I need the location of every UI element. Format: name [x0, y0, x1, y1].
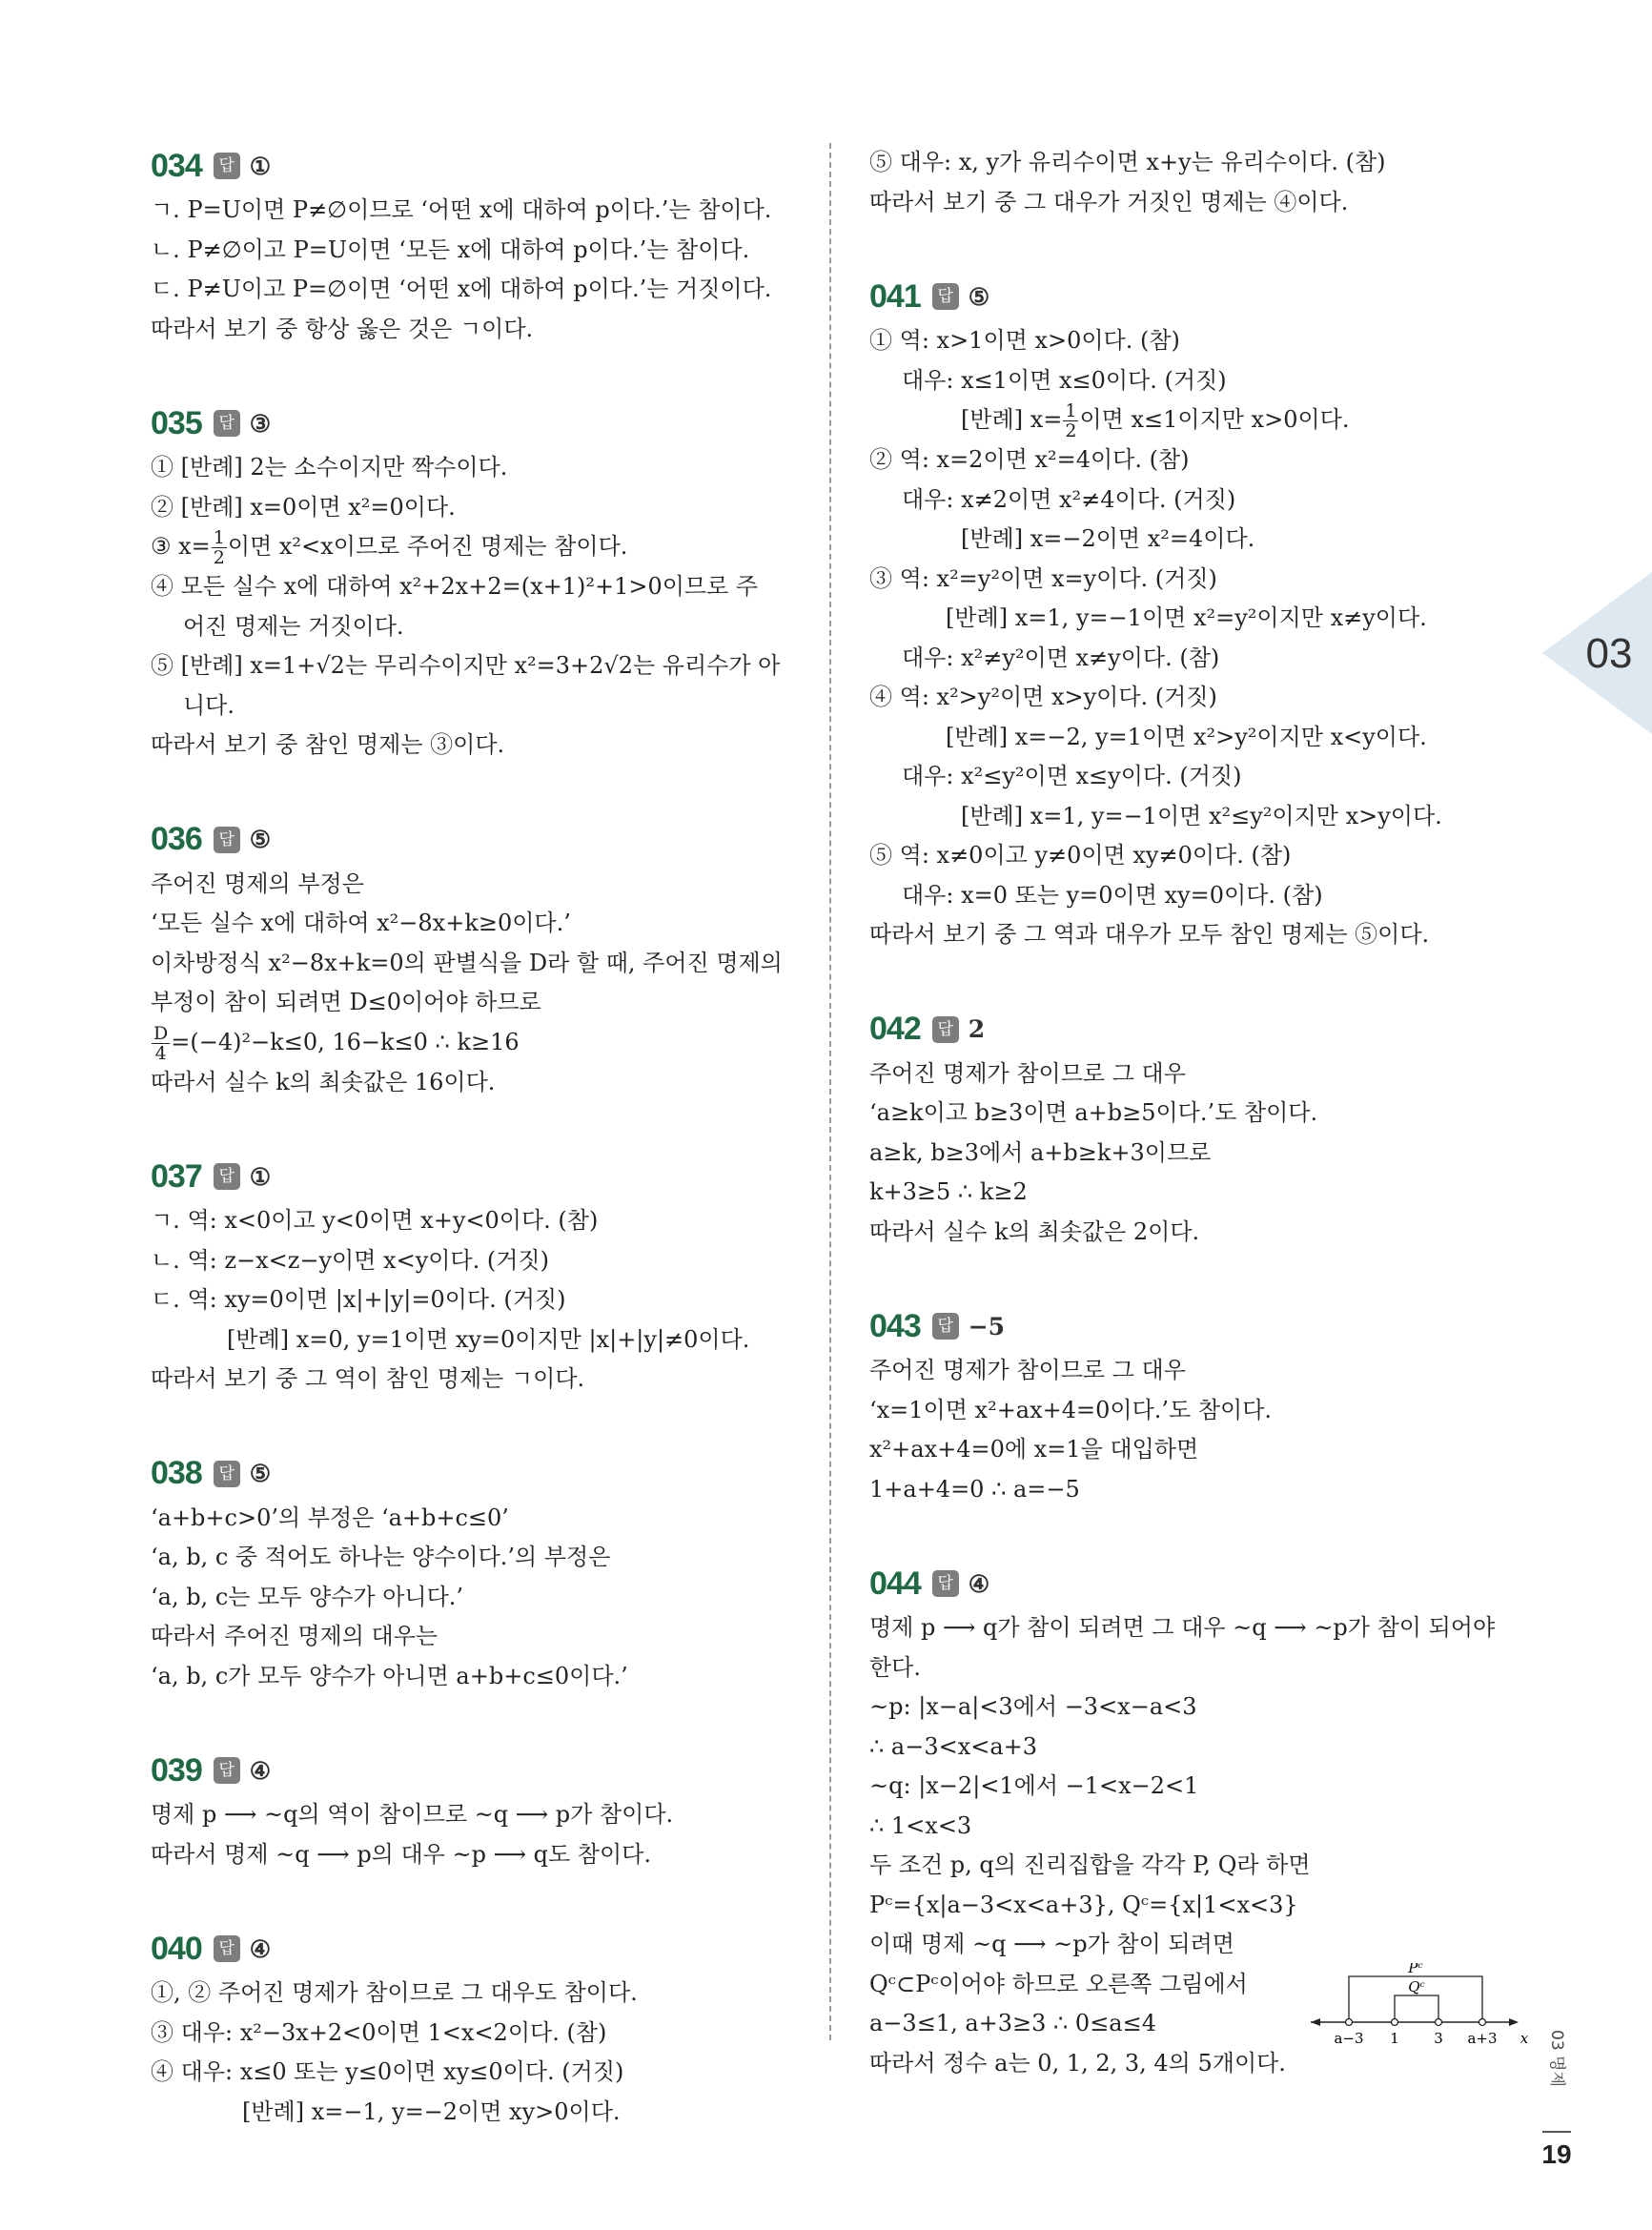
problem-044: [869, 1561, 1537, 2083]
side-chapter-label: [1542, 2026, 1571, 2126]
answer-value: ⑤: [249, 1460, 272, 1487]
line-text: ㄱ. P=U이면 P≠∅이므로 ‘어떤 x에 대하여 p이다.’는 참이다.: [151, 196, 772, 223]
line-text: [반례] x=1, y=−1이면 x²=y²이지만 x≠y이다.: [946, 604, 1427, 631]
text-line: [151, 2053, 799, 2093]
open-endpoint: [1345, 2019, 1352, 2026]
problem-number: 035: [151, 404, 202, 441]
page-number: 19: [1541, 2139, 1572, 2169]
line-text: 이차방정식 x²−8x+k=0의 판별식을 D라 할 때, 주어진 명제의: [151, 949, 783, 976]
line-text: 대우: x²≠y²이면 x≠y이다. (참): [902, 644, 1220, 671]
problem-header: [151, 1926, 799, 1972]
figure-row: [869, 1925, 1537, 2083]
text-line: [151, 1657, 799, 1697]
line-text: ① 역: x>1이면 x>0이다. (참): [869, 327, 1180, 354]
text-line: [151, 270, 799, 310]
text-line: [151, 646, 799, 686]
text-line: [869, 678, 1537, 718]
line-text: 이때 명제 ~q ⟶ ~p가 참이 되려면: [869, 1931, 1234, 1957]
problem-number: 042: [869, 1011, 921, 1047]
problem-header: [151, 1154, 799, 1199]
text-line: [869, 915, 1537, 955]
text-line: [869, 183, 1537, 223]
text-line: [869, 1430, 1537, 1470]
line-text: [반례] x=0, y=1이면 xy=0이지만 |x|+|y|≠0이다.: [227, 1325, 750, 1353]
problem-037: [151, 1154, 799, 1400]
open-endpoint: [1391, 2019, 1397, 2026]
text-line: [869, 321, 1537, 361]
problem-header: [869, 1007, 1537, 1053]
line-text: ㄷ. 역: xy=0이면 |x|+|y|=0이다. (거짓): [151, 1286, 566, 1313]
text-line: [151, 488, 799, 528]
fraction: [212, 528, 227, 567]
text-line: [151, 1974, 799, 2014]
line-text: ① [반례] 2는 소수이지만 짝수이다.: [151, 454, 508, 481]
text-line: [869, 1688, 1537, 1728]
left-column: [151, 143, 799, 2183]
text-line: [869, 1608, 1537, 1648]
text-line: [869, 2004, 1286, 2044]
answer-value: ⑤: [968, 282, 990, 311]
text-line: [151, 686, 799, 726]
problem-number: 041: [869, 277, 921, 315]
line-text: ‘a, b, c 중 적어도 하나는 양수이다.’의 부정은: [151, 1544, 611, 1570]
text-line: [151, 2014, 799, 2054]
text-line: [869, 1925, 1286, 1965]
answer-value: −5: [968, 1312, 1006, 1340]
answer-value: ④: [249, 1756, 272, 1785]
text-line: [151, 2093, 799, 2133]
problem-header: [151, 1451, 799, 1497]
problem-number: 040: [151, 1930, 202, 1967]
text-line: [151, 1320, 799, 1361]
text-line: [869, 520, 1537, 560]
text-line: [151, 310, 799, 350]
axis-variable-label: x: [1519, 2030, 1529, 2047]
text-line: [869, 1213, 1537, 1253]
line-text: 명제 p ⟶ ~q의 역이 참이므로 ~q ⟶ p가 참이다.: [151, 1801, 674, 1828]
answer-value: ⑤: [249, 826, 272, 853]
text-line: [869, 718, 1537, 758]
text-line: [151, 607, 799, 647]
answer-value: ④: [968, 1569, 990, 1598]
line-text: ③ x=: [151, 533, 211, 560]
line-text: 따라서 보기 중 참인 명제는 ③이다.: [151, 731, 505, 758]
line-text: 따라서 주어진 명제의 대우는: [151, 1623, 438, 1649]
line-text-cont: =(−4)²−k≤0, 16−k≤0 ∴ k≥16: [171, 1028, 520, 1055]
problem-number: 039: [151, 1751, 202, 1789]
text-line: [151, 1499, 799, 1539]
fraction-numerator: 1: [213, 527, 225, 548]
line-text: ①, ② 주어진 명제가 참이므로 그 대우도 참이다.: [151, 1979, 638, 2006]
text-line: [151, 1280, 799, 1320]
line-text: ④ 역: x²>y²이면 x>y이다. (거짓): [869, 684, 1217, 710]
qc-label: Qᶜ: [1408, 1978, 1425, 1995]
line-text: 따라서 보기 중 그 대우가 거짓인 명제는 ④이다.: [869, 188, 1349, 215]
problem-header: [869, 274, 1537, 319]
answer-value: 2: [968, 1015, 986, 1043]
text-line: [869, 481, 1537, 521]
text-line: [151, 726, 799, 766]
text-line: [151, 983, 799, 1023]
fraction-denominator: 4: [154, 1042, 167, 1064]
text-line: [151, 865, 799, 905]
problem-header: [151, 400, 799, 446]
problem-header: [869, 1561, 1537, 1606]
text-line: [869, 1648, 1537, 1688]
side-chapter-text: 03 명제: [1547, 2030, 1566, 2087]
continued-block: [869, 143, 1537, 222]
problem-035: [151, 400, 799, 766]
problem-number: 043: [869, 1307, 921, 1344]
line-text: 대우: x≠2이면 x²≠4이다. (거짓): [902, 485, 1236, 513]
problem-036: [151, 817, 799, 1103]
line-text: 따라서 실수 k의 최솟값은 2이다.: [869, 1217, 1200, 1245]
problem-038: [151, 1451, 799, 1697]
problem-040: [151, 1926, 799, 2132]
text-line: [869, 1351, 1537, 1391]
line-text-cont: 이면 x≤1이지만 x>0이다.: [1079, 406, 1350, 433]
problem-number: 037: [151, 1157, 202, 1195]
fraction-denominator: 2: [213, 547, 225, 568]
line-text: ㄱ. 역: x<0이고 y<0이면 x+y<0이다. (참): [151, 1207, 599, 1234]
text-line: [151, 527, 799, 567]
line-text: 따라서 보기 중 그 역과 대우가 모두 참인 명제는 ⑤이다.: [869, 921, 1430, 948]
chapter-tab-label: 03: [1585, 630, 1633, 677]
line-text: ‘a, b, c는 모두 양수가 아니다.’: [151, 1583, 464, 1610]
text-line: [869, 639, 1537, 679]
answer-value: ④: [249, 1934, 272, 1963]
answer-badge: 답: [214, 153, 240, 179]
tick-label: a+3: [1467, 2030, 1498, 2047]
text-line: [869, 143, 1537, 183]
text-line: [151, 1360, 799, 1400]
line-text: a−3≤1, a+3≥3 ∴ 0≤a≤4: [869, 2010, 1156, 2036]
line-text: ㄴ. 역: z−x<z−y이면 x<y이다. (거짓): [151, 1246, 549, 1274]
line-text: 대우: x=0 또는 y=0이면 xy=0이다. (참): [902, 881, 1323, 909]
fraction-numerator: D: [153, 1022, 169, 1044]
line-text: ② [반례] x=0이면 x²=0이다.: [151, 493, 456, 521]
line-text: Qᶜ⊂Pᶜ이어야 하므로 오른쪽 그림에서: [869, 1970, 1248, 1997]
line-text: [반례] x=−1, y=−2이면 xy>0이다.: [242, 2097, 621, 2125]
problem-header: [869, 1303, 1537, 1349]
text-line: [869, 757, 1537, 797]
line-text: ⑤ 역: x≠0이고 y≠0이면 xy≠0이다. (참): [869, 842, 1292, 869]
line-text: ② 역: x=2이면 x²=4이다. (참): [869, 446, 1190, 473]
fraction-numerator: 1: [1065, 400, 1077, 421]
column-divider: [829, 143, 831, 2040]
line-text: 주어진 명제의 부정은: [151, 869, 364, 897]
text-line: [151, 231, 799, 271]
line-text: 대우: x≤1이면 x≤0이다. (거짓): [902, 366, 1227, 394]
text-line: [869, 560, 1537, 600]
fraction: [152, 1024, 170, 1063]
line-text: Pᶜ={x|a−3<x<a+3}, Qᶜ={x|1<x<3}: [869, 1891, 1298, 1918]
tick-label: 1: [1390, 2030, 1399, 2047]
text-line: [869, 836, 1537, 876]
text-line: [869, 1391, 1537, 1431]
line-text: [반례] x=−2이면 x²=4이다.: [961, 525, 1255, 552]
answer-badge: 답: [932, 1570, 959, 1597]
text-line: [151, 1835, 799, 1875]
text-line: [869, 361, 1537, 401]
text-line: [869, 2044, 1286, 2084]
answer-badge: 답: [214, 410, 240, 437]
tick-label: a−3: [1334, 2030, 1364, 2047]
answer-badge: 답: [214, 1935, 240, 1962]
text-line: [151, 1578, 799, 1618]
fraction: [1063, 401, 1078, 440]
open-endpoint: [1479, 2019, 1485, 2026]
line-text: 부정이 참이 되려면 D≤0이어야 하므로: [151, 989, 541, 1015]
problem-042: [869, 1007, 1537, 1253]
line-text: ‘x=1이면 x²+ax+4=0이다.’도 참이다.: [869, 1396, 1273, 1423]
text-line: [151, 904, 799, 944]
line-text: 두 조건 p, q의 진리집합을 각각 P, Q라 하면: [869, 1852, 1311, 1878]
line-text: 한다.: [869, 1653, 921, 1681]
problem-043: [869, 1303, 1537, 1509]
text-line: [151, 1201, 799, 1241]
answer-badge: 답: [932, 1016, 959, 1043]
line-text: 1+a+4=0 ∴ a=−5: [869, 1475, 1080, 1503]
line-text: 따라서 보기 중 항상 옳은 것은 ㄱ이다.: [151, 315, 534, 342]
line-text: ∴ a−3<x<a+3: [869, 1732, 1038, 1760]
line-text: ㄴ. P≠∅이고 P=U이면 ‘모든 x에 대하여 p이다.’는 참이다.: [151, 235, 750, 263]
text-line: [151, 1063, 799, 1103]
problem-header: [151, 817, 799, 863]
text-line: [869, 1470, 1537, 1510]
answer-badge: 답: [214, 1461, 240, 1487]
line-text: 주어진 명제가 참이므로 그 대우: [869, 1357, 1186, 1383]
problem-number: 034: [151, 147, 202, 184]
line-text: ⑤ 대우: x, y가 유리수이면 x+y는 유리수이다. (참): [869, 149, 1386, 175]
text-line: [869, 1965, 1286, 2005]
text-line: [151, 1023, 799, 1063]
text-line: [869, 1807, 1537, 1847]
right-column: [869, 143, 1537, 2135]
open-endpoint: [1435, 2019, 1441, 2026]
qc-interval-bracket: [1395, 1995, 1438, 2022]
text-line: [869, 797, 1537, 837]
line-text: [반례] x=: [961, 406, 1063, 433]
line-text: 니다.: [183, 691, 235, 719]
line-text: [반례] x=−2, y=1이면 x²>y²이지만 x<y이다.: [946, 723, 1427, 750]
line-text: ③ 대우: x²−3x+2<0이면 1<x<2이다. (참): [151, 2018, 607, 2046]
text-line: [151, 191, 799, 231]
line-text: 명제 p ⟶ q가 참이 되려면 그 대우 ~q ⟶ ~p가 참이 되어야: [869, 1614, 1496, 1641]
text-line: [151, 1617, 799, 1657]
line-text: a≥k, b≥3에서 a+b≥k+3이므로: [869, 1138, 1212, 1166]
answer-value: ①: [249, 1162, 272, 1191]
problem-041: [869, 274, 1537, 955]
figure-text: [869, 1925, 1286, 2083]
pc-label: Pᶜ: [1408, 1963, 1423, 1976]
line-text: ‘a, b, c가 모두 양수가 아니면 a+b+c≤0이다.’: [151, 1662, 628, 1689]
answer-badge: 답: [932, 1313, 959, 1340]
problem-number: 036: [151, 821, 202, 857]
line-text: ~q: |x−2|<1에서 −1<x−2<1: [869, 1772, 1199, 1799]
answer-badge: 답: [932, 283, 959, 310]
line-text: 따라서 실수 k의 최솟값은 16이다.: [151, 1068, 496, 1095]
text-line: [869, 1054, 1537, 1095]
problem-039: [151, 1748, 799, 1874]
line-text: ∴ 1<x<3: [869, 1811, 972, 1839]
line-text: ‘a≥k이고 b≥3이면 a+b≥5이다.’도 참이다.: [869, 1099, 1318, 1126]
line-text: ④ 대우: x≤0 또는 y≤0이면 xy≤0이다. (거짓): [151, 2058, 624, 2085]
side-rule: [1542, 2131, 1571, 2133]
line-text: k+3≥5 ∴ k≥2: [869, 1178, 1028, 1205]
problem-number: 038: [151, 1455, 202, 1491]
text-line: [869, 1134, 1537, 1174]
text-line: [151, 1241, 799, 1281]
text-line: [151, 567, 799, 607]
line-text: x²+ax+4=0에 x=1을 대입하면: [869, 1436, 1199, 1463]
line-text: 대우: x²≤y²이면 x≤y이다. (거짓): [902, 763, 1242, 789]
line-text: ㄷ. P≠U이고 P=∅이면 ‘어떤 x에 대하여 p이다.’는 거짓이다.: [151, 276, 772, 302]
text-line: [869, 876, 1537, 916]
text-line: [869, 400, 1537, 440]
text-line: [151, 1538, 799, 1578]
line-text: ‘a+b+c>0’의 부정은 ‘a+b+c≤0’: [151, 1504, 509, 1531]
line-text: 어진 명제는 거짓이다.: [183, 612, 404, 640]
text-line: [869, 1094, 1537, 1134]
chapter-tab: [1542, 572, 1652, 734]
fraction-denominator: 2: [1065, 420, 1077, 441]
answer-value: ①: [249, 152, 272, 180]
text-line: [869, 1173, 1537, 1213]
line-text: ③ 역: x²=y²이면 x=y이다. (거짓): [869, 564, 1217, 592]
text-line: [151, 944, 799, 984]
text-line: [869, 1767, 1537, 1807]
text-line: [869, 1728, 1537, 1768]
line-text: ‘모든 실수 x에 대하여 x²−8x+k≥0이다.’: [151, 910, 571, 936]
line-text: 따라서 정수 a는 0, 1, 2, 3, 4의 5개이다.: [869, 2049, 1286, 2077]
line-text: ⑤ [반례] x=1+√2는 무리수이지만 x²=3+2√2는 유리수가 아: [151, 652, 781, 679]
line-text: 주어진 명제가 참이므로 그 대우: [869, 1059, 1186, 1087]
answer-value: ③: [249, 409, 272, 438]
line-text-cont: 이면 x²<x이므로 주어진 명제는 참이다.: [227, 533, 628, 560]
problem-034: [151, 143, 799, 349]
problem-header: [151, 1748, 799, 1793]
line-text: ~p: |x−a|<3에서 −3<x−a<3: [869, 1693, 1197, 1720]
tick-label: 3: [1434, 2030, 1443, 2047]
line-text: ④ 모든 실수 x에 대하여 x²+2x+2=(x+1)²+1>0이므로 주: [151, 573, 759, 600]
answer-badge: 답: [214, 1163, 240, 1190]
text-line: [869, 599, 1537, 639]
text-line: [869, 1846, 1537, 1886]
axis-arrow-left: [1311, 2018, 1320, 2026]
line-text: [반례] x=1, y=−1이면 x²≤y²이지만 x>y이다.: [961, 802, 1442, 829]
problem-header: [151, 143, 799, 189]
text-line: [151, 448, 799, 488]
problem-number: 044: [869, 1565, 921, 1602]
axis-arrow-right: [1509, 2018, 1519, 2026]
text-line: [869, 440, 1537, 481]
text-line: [151, 1795, 799, 1835]
line-text: 따라서 명제 ~q ⟶ p의 대우 ~p ⟶ q도 참이다.: [151, 1840, 651, 1868]
answer-badge: 답: [214, 827, 240, 853]
line-text: 따라서 보기 중 그 역이 참인 명제는 ㄱ이다.: [151, 1365, 585, 1392]
text-line: [869, 1886, 1537, 1926]
answer-badge: 답: [214, 1757, 240, 1784]
number-line-figure: [1303, 1963, 1532, 2054]
